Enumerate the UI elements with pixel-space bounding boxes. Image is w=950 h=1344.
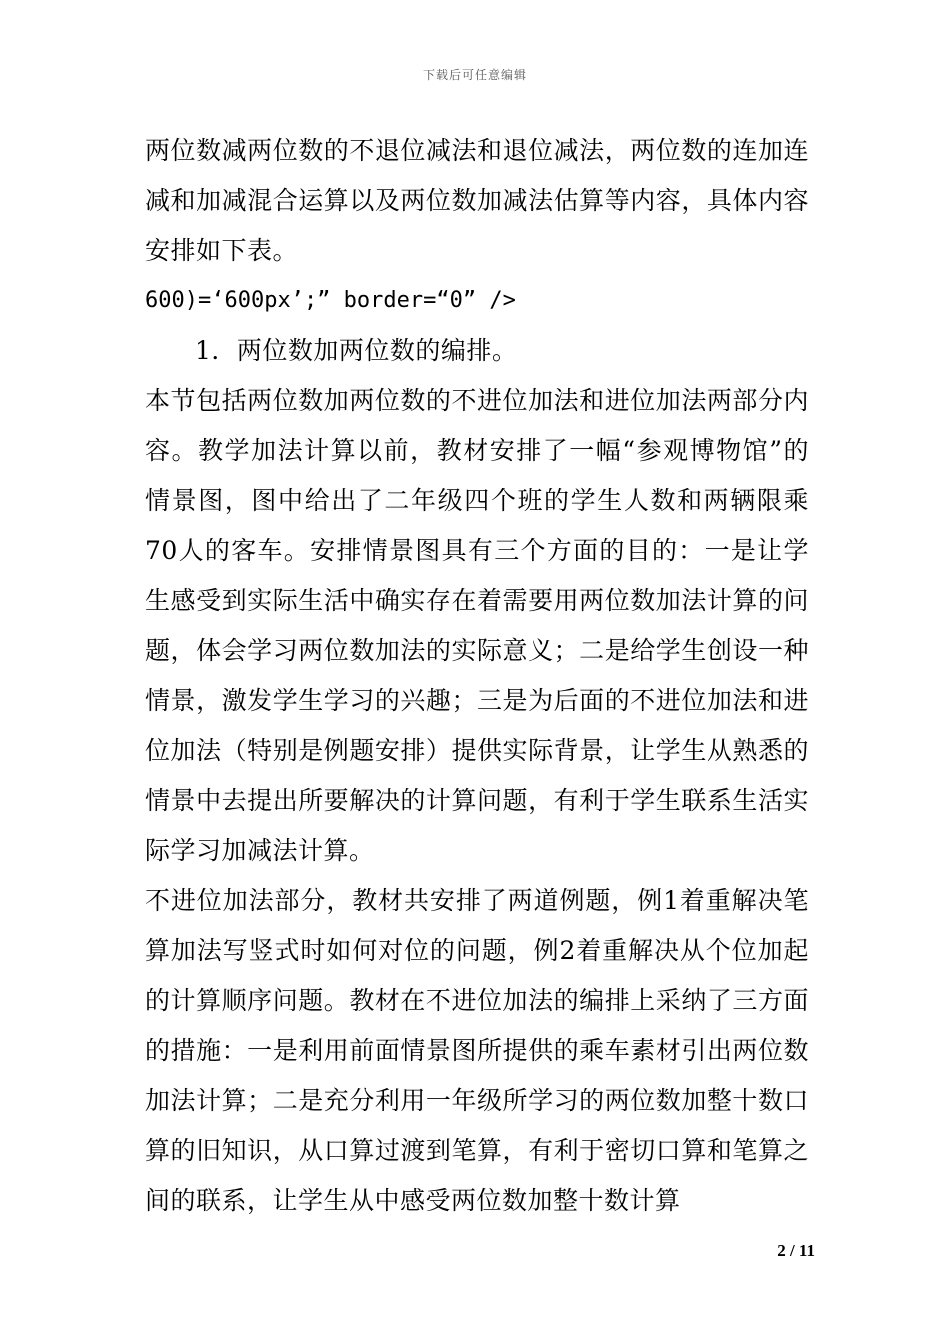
html-fragment-line: 600)=‘600px’;” border=“0” /> [145,288,516,313]
paragraph-intro: 两位数减两位数的不退位减法和退位减法，两位数的连加连减和加减混合运算以及两位数加减法估算等内容，具体内容安排如下表。 [145,136,809,265]
section-heading: 1．两位数加两位数的编排。 [195,336,518,365]
page-header-note: 下载后可任意编辑 [422,68,527,82]
paragraph-non-carry-addition: 不进位加法部分，教材共安排了两道例题，例1着重解决笔算加法写竖式时如何对位的问题，例2着重解决从个位加起的计算顺序问题。教材在不进位加法的编排上采纳了三方面的措施：一是利用前面情景图所提供的乘车素材引出两位数加法计算；二是充分利用一年级所学习的两位数加整十数口算的旧知识，从口算过渡到笔算，有利于密切口算和笔算之间的联系，让学生从中感受两位数加整十数计算 [145,886,809,1215]
document-body [145,126,809,1226]
paragraph-section-overview: 本节包括两位数加两位数的不进位加法和进位加法两部分内容。教学加法计算以前，教材安排了一幅“参观博物馆”的情景图，图中给出了二年级四个班的学生人数和两辆限乘70人的客车。安排情景图具有三个方面的目的：一是让学生感受到实际生活中确实存在着需要用两位数加法计算的问题，体会学习两位数加法的实际意义；二是给学生创设一种情景，激发学生学习的兴趣；三是为后面的不进位加法和进位加法（特别是例题安排）提供实际背景，让学生从熟悉的情景中去提出所要解决的计算问题，有利于学生联系生活实际学习加减法计算。 [145,386,809,865]
page-number: 2 / 11 [777,1241,815,1260]
